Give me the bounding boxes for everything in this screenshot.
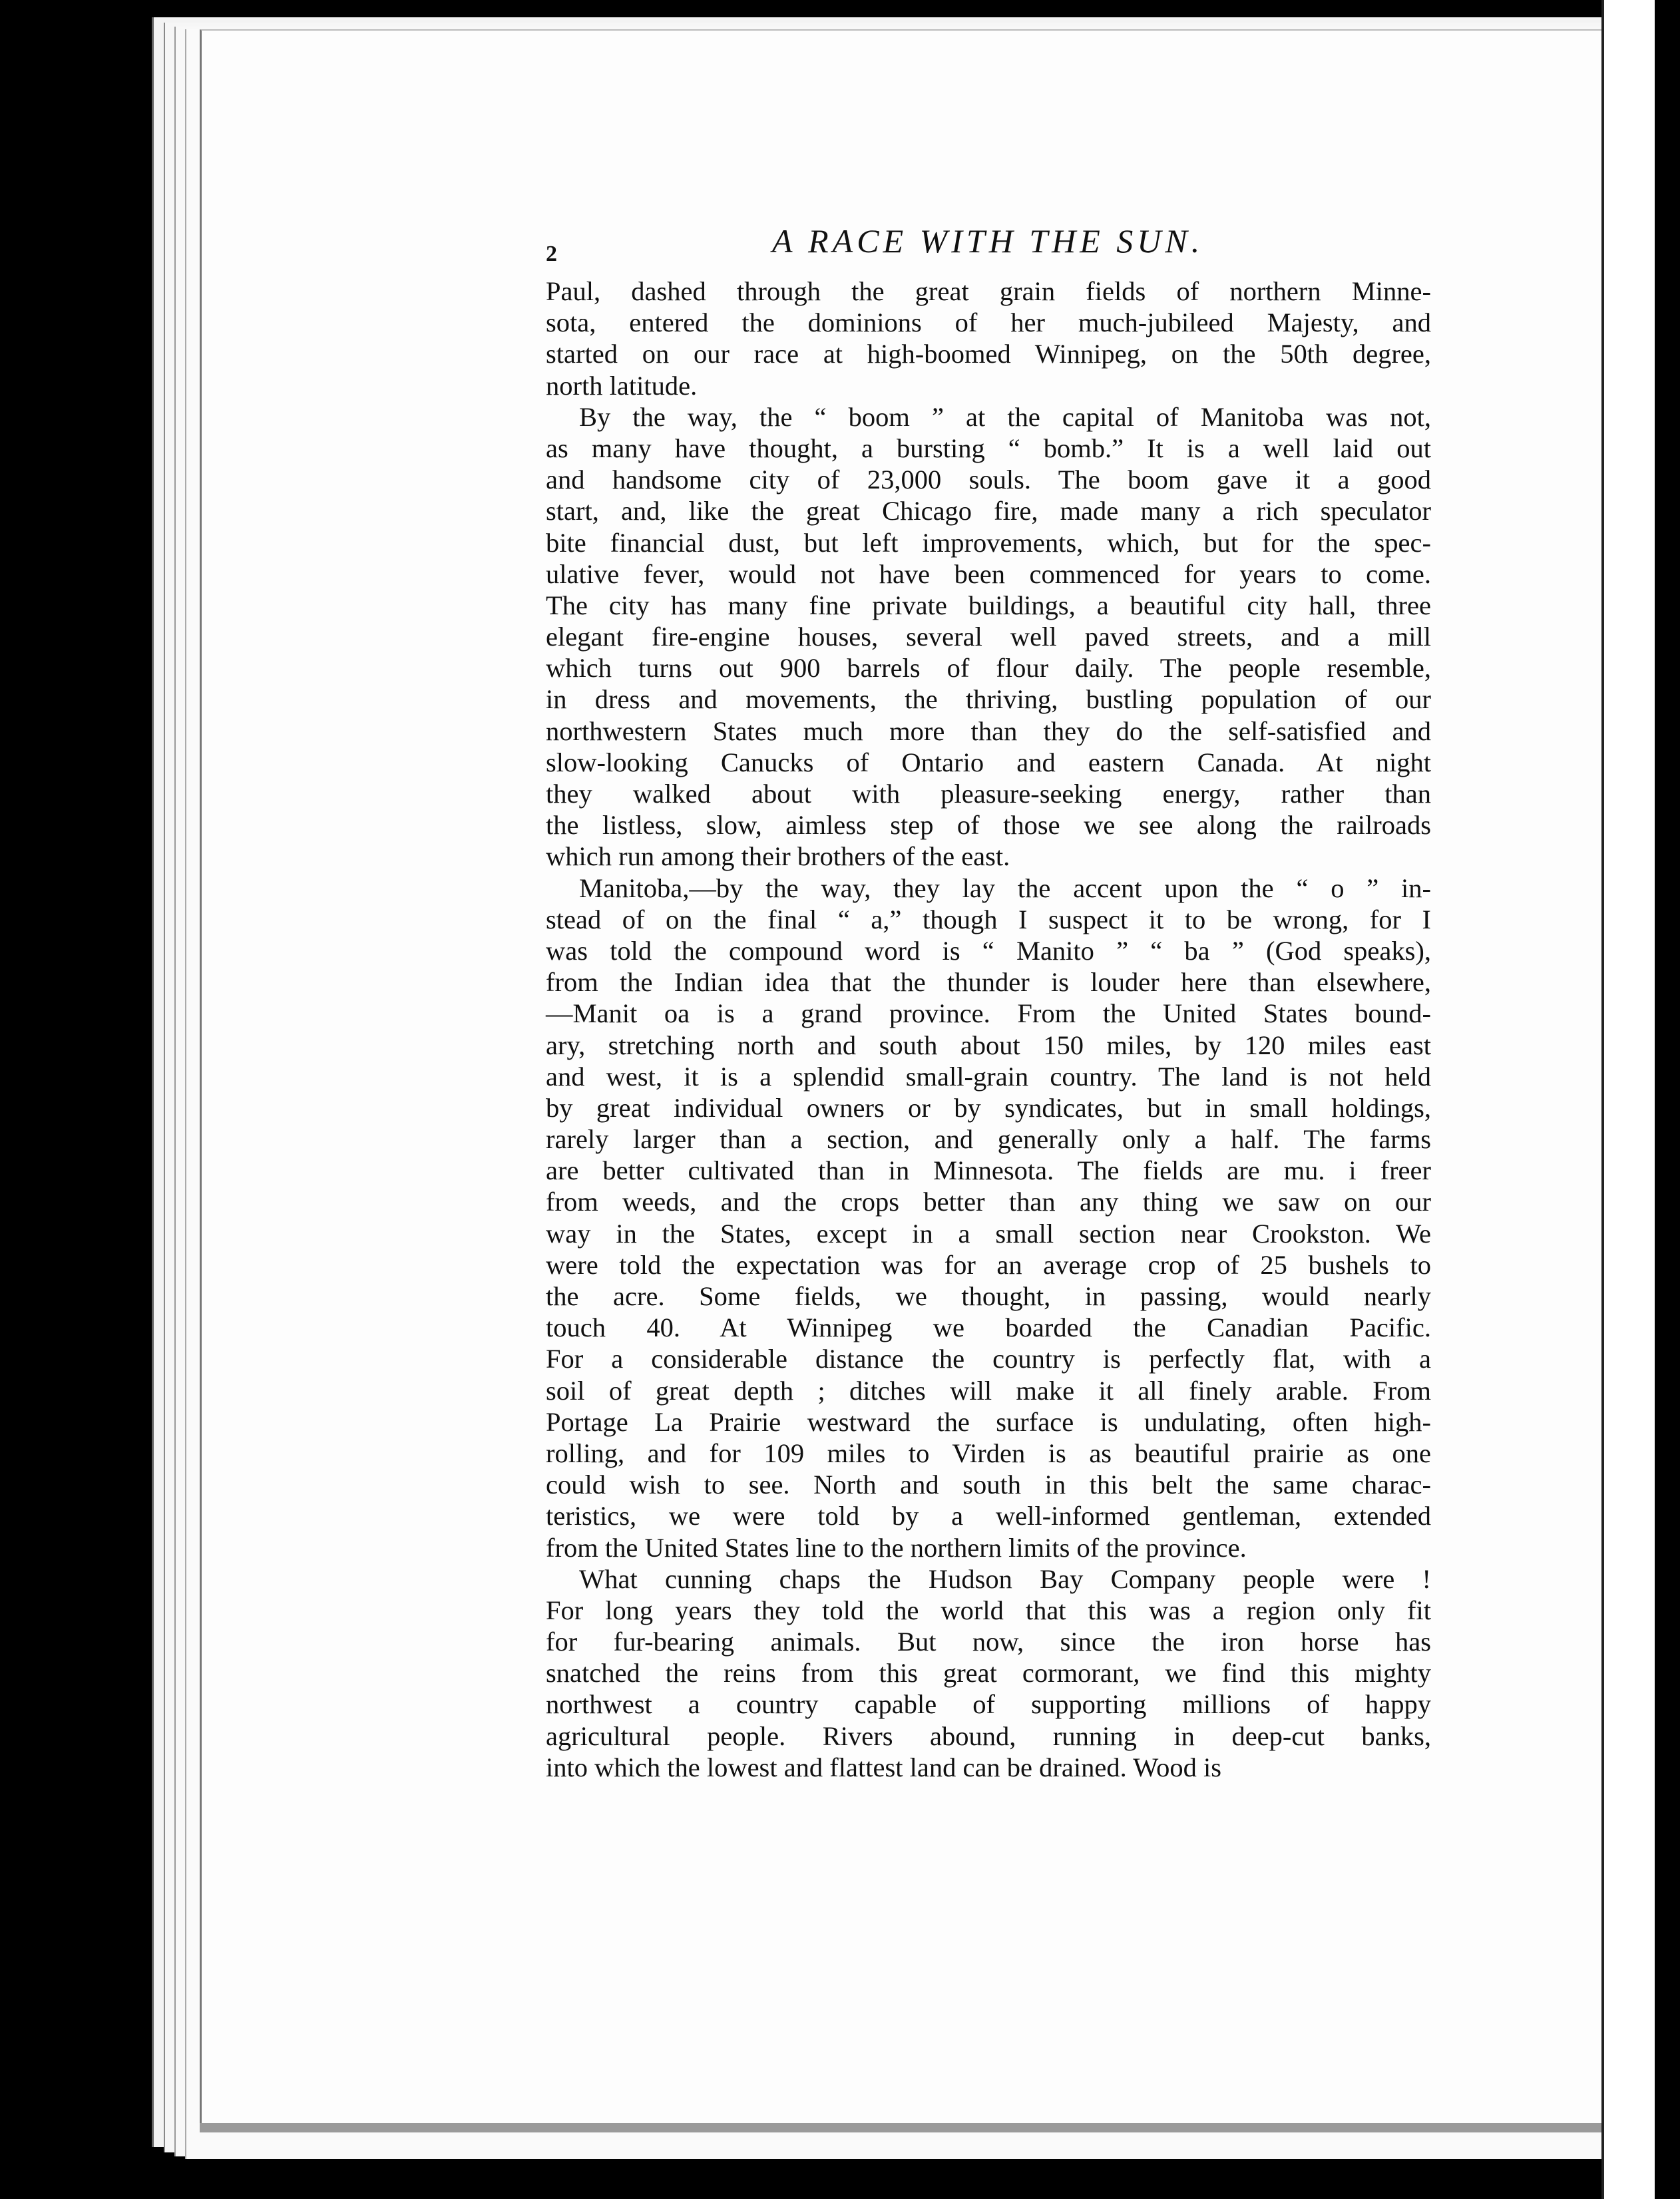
text-line: teristics, we were told by a well-informed gentleman, extended bbox=[546, 1501, 1431, 1531]
text-line: are better cultivated than in Minnesota. The fields are mu. i freer bbox=[546, 1155, 1431, 1186]
text-line: For a considerable distance the country is perfectly flat, with a bbox=[546, 1344, 1431, 1374]
text-line: Manitoba,—by the way, they lay the accent upon the “ o ” in- bbox=[579, 873, 1431, 903]
text-line: which turns out 900 barrels of flour daily. The people resemble, bbox=[546, 653, 1431, 684]
text-line: Portage La Prairie westward the surface is undulating, often high- bbox=[546, 1406, 1431, 1437]
text-line: touch 40. At Winnipeg we boarded the Canadian Pacific. bbox=[546, 1312, 1431, 1343]
running-head: A RACE WITH THE SUN. bbox=[772, 222, 1204, 260]
text-line: by great individual owners or by syndicates, but in small holdings, bbox=[546, 1092, 1431, 1123]
text-line: they walked about with pleasure-seeking energy, rather than bbox=[546, 779, 1431, 809]
text-line: soil of great depth ; ditches will make it all finely arable. From bbox=[546, 1375, 1431, 1406]
text-line: sota, entered the dominions of her much-jubileed Majesty, and bbox=[546, 307, 1431, 338]
text-line: ary, stretching north and south about 150 miles, by 120 miles east bbox=[546, 1030, 1431, 1060]
text-line: The city has many fine private buildings, a beautiful city hall, three bbox=[546, 590, 1431, 620]
text-line: north latitude. bbox=[546, 370, 698, 401]
page-header bbox=[546, 216, 1431, 270]
text-line: and handsome city of 23,000 souls. The boom gave it a good bbox=[546, 465, 1431, 495]
paragraph bbox=[546, 1563, 1431, 1783]
text-line: northwest a country capable of supporting millions of happy bbox=[546, 1689, 1431, 1720]
page-number: 2 bbox=[546, 242, 557, 266]
text-line: What cunning chaps the Hudson Bay Company people were ! bbox=[579, 1563, 1431, 1594]
paragraph bbox=[546, 873, 1431, 1563]
text-line: rolling, and for 109 miles to Virden is as beautiful prairie as one bbox=[546, 1438, 1431, 1468]
text-line: the listless, slow, aimless step of those we see along the railroads bbox=[546, 810, 1431, 841]
text-line: was told the compound word is “ Manito ” “ ba ” (God speaks), bbox=[546, 935, 1431, 966]
paragraph bbox=[546, 276, 1431, 401]
text-line: the acre. Some fields, we thought, in passing, would nearly bbox=[546, 1281, 1431, 1311]
text-line: way in the States, except in a small section near Crookston. We bbox=[546, 1218, 1431, 1249]
text-line: agricultural people. Rivers abound, running in deep-cut banks, bbox=[546, 1720, 1431, 1751]
body-text bbox=[546, 276, 1431, 1783]
text-line: stead of on the final “ a,” though I suspect it to be wrong, for I bbox=[546, 904, 1431, 934]
text-line: from weeds, and the crops better than any thing we saw on our bbox=[546, 1187, 1431, 1217]
text-line: elegant fire-engine houses, several well paved streets, and a mill bbox=[546, 622, 1431, 652]
paragraph bbox=[546, 401, 1431, 873]
text-line: bite financial dust, but left improvements, which, but for the spec- bbox=[546, 527, 1431, 558]
text-line: from the United States line to the northern limits of the province. bbox=[546, 1532, 1247, 1563]
text-line: ulative fever, would not have been commenced for years to come. bbox=[546, 558, 1431, 589]
text-line: By the way, the “ boom ” at the capital of Manitoba was not, bbox=[579, 401, 1431, 432]
text-line: were told the expectation was for an average crop of 25 bushels to bbox=[546, 1249, 1431, 1280]
text-line: start, and, like the great Chicago fire, made many a rich speculator bbox=[546, 496, 1431, 526]
text-line: slow-looking Canucks of Ontario and eastern Canada. At night bbox=[546, 747, 1431, 777]
text-line: and west, it is a splendid small-grain country. The land is not held bbox=[546, 1061, 1431, 1092]
text-line: For long years they told the world that this was a region only fit bbox=[546, 1595, 1431, 1625]
text-line: rarely larger than a section, and generally only a half. The farms bbox=[546, 1124, 1431, 1155]
text-line: into which the lowest and flattest land can be drained. Wood is bbox=[546, 1752, 1221, 1782]
text-line: for fur-bearing animals. But now, since the iron horse has bbox=[546, 1627, 1431, 1657]
text-line: snatched the reins from this great cormorant, we find this mighty bbox=[546, 1658, 1431, 1689]
text-line: in dress and movements, the thriving, bustling population of our bbox=[546, 684, 1431, 715]
facing-page-edge bbox=[1601, 0, 1657, 2199]
text-line: —Manit oa is a grand province. From the United States bound- bbox=[546, 998, 1431, 1029]
scan-margin bbox=[1655, 0, 1680, 2199]
text-line: which run among their brothers of the east. bbox=[546, 841, 1010, 872]
page-bottom-edge bbox=[200, 2123, 1601, 2132]
text-line: northwestern States much more than they do the self-satisfied and bbox=[546, 715, 1431, 746]
text-line: from the Indian idea that the thunder is louder here than elsewhere, bbox=[546, 967, 1431, 998]
text-line: started on our race at high-boomed Winnipeg, on the 50th degree, bbox=[546, 339, 1431, 369]
text-line: as many have thought, a bursting “ bomb.” It is a well laid out bbox=[546, 433, 1431, 463]
text-line: Paul, dashed through the great grain fields of northern Minne- bbox=[546, 276, 1431, 306]
text-line: could wish to see. North and south in this belt the same charac- bbox=[546, 1470, 1431, 1500]
